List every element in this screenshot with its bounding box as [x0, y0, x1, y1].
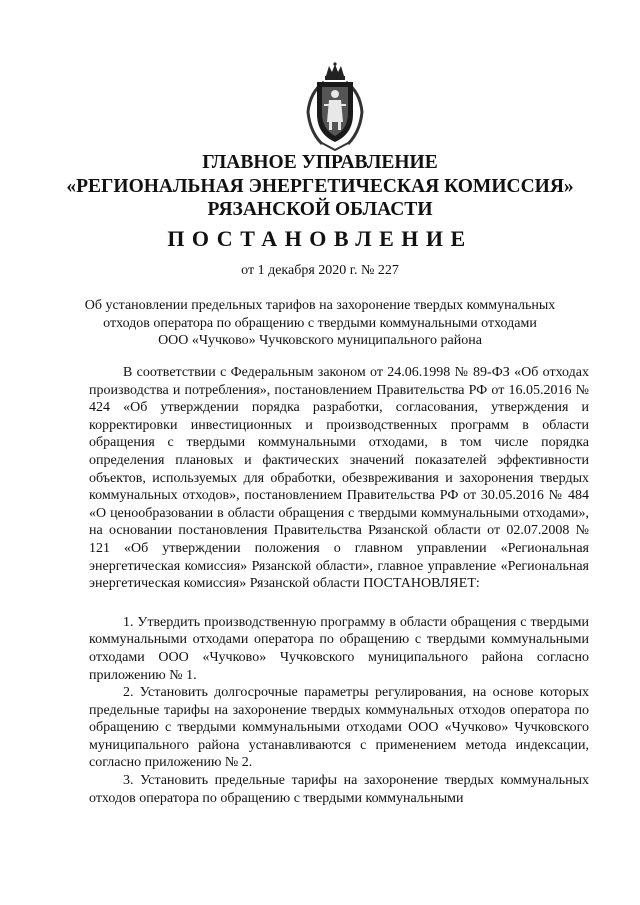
- item-2-paragraph: 2. Установить долгосрочные параметры регулирования, на основе которых предельные тарифы на захоронение твердых коммунальных отходов оператора по обращению с твердыми коммунальными отходами ООО «Чучково» Чучковского муниципального района устанавливаются с применением метода индексации, согласно приложению № 2.: [89, 685, 589, 771]
- subject-line: отходов оператора по обращению с твердыми коммунальными отходами: [103, 315, 537, 331]
- org-name-line-3: РЯЗАНСКОЙ ОБЛАСТИ: [207, 199, 433, 220]
- item-1-paragraph: 1. Утвердить производственную программу в области обращения с твердыми коммунальными отходами оператора по обращению с твердыми коммунальными отходами ООО «Чучково» Чучковского муниципального района согласно приложению № 1.: [89, 614, 589, 683]
- document-date-number: от 1 декабря 2020 г. № 227: [241, 263, 399, 278]
- item-3-paragraph: 3. Установить предельные тарифы на захоронение твердых коммунальных отходов оператора по обращению с твердыми коммунальными: [89, 773, 589, 806]
- preamble-paragraph: В соответствии с Федеральным законом от 24.06.1998 № 89-ФЗ «Об отходах производства и потребления», постановлением Правительства РФ от 16.05.2016 № 424 «Об утверждении порядка разработки, согласования, утверждения и корректировки инвестиционных и производственных программ в области обращения с твердыми коммунальными отходами, в том числе порядка определения плановых и фактических значений показателей эффективности объектов, используемых для обработки, обезвреживания и захоронения твердых коммунальных отходов», постановлением Правительства РФ от 30.05.2016 № 484 «О ценообразовании в области обращения с твердыми коммунальными отходами», на основании постановления Правительства Рязанской области от 02.07.2008 № 121 «Об утверждении положения о главном управлении «Региональная энергетическая комиссия» Рязанской области», главное управление «Региональная энергетическая комиссия» Рязанской области ПОСТАНОВЛЯЕТ:: [89, 365, 589, 592]
- coat-of-arms-icon: [300, 62, 370, 152]
- document-type-title: ПОСТАНОВЛЕНИЕ: [167, 226, 473, 251]
- document-body: [89, 364, 589, 807]
- subject-line: Об установлении предельных тарифов на захоронение твердых коммунальных: [84, 298, 556, 313]
- org-name-line-1: ГЛАВНОЕ УПРАВЛЕНИЕ: [202, 152, 438, 173]
- subject-line: ООО «Чучково» Чучковского муниципального района: [158, 333, 482, 348]
- document-subject: [60, 297, 580, 350]
- org-name-line-2: «РЕГИОНАЛЬНАЯ ЭНЕРГЕТИЧЕСКАЯ КОМИССИЯ»: [66, 176, 574, 197]
- paragraph-spacer: [89, 593, 589, 614]
